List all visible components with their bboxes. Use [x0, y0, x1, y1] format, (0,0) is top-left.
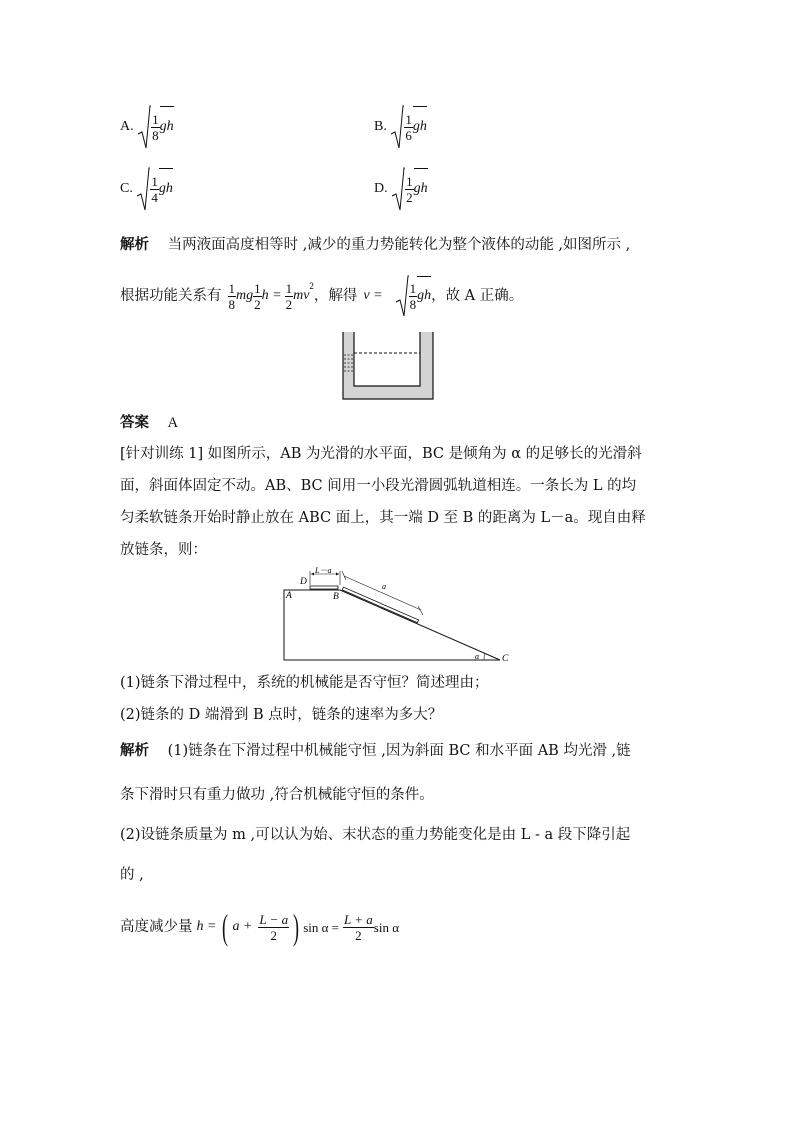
chain-horizontal	[310, 586, 338, 589]
math-term: h =	[196, 919, 217, 934]
label-c: C	[502, 654, 509, 664]
option-b: B. $\frac{1}{6}$ gh	[374, 104, 427, 152]
solution2-line1	[120, 744, 631, 759]
option-letter: D.	[374, 181, 388, 196]
paren-left-icon: (	[222, 907, 229, 947]
sqrt-icon	[395, 274, 409, 318]
option-d: D. $\frac{1}{2}$ gh	[374, 166, 428, 214]
exercise-line: 面，斜面体固定不动。AB、BC 间用一小段光滑圆弧轨道相连。一条长为 L 的均	[120, 478, 637, 494]
solution-text: 的 ,	[120, 867, 144, 883]
fraction: $\frac{1}{4}$	[151, 173, 158, 205]
solution-label: 解析	[120, 742, 149, 759]
dimension-tick	[418, 606, 423, 615]
option-letter: B.	[374, 119, 387, 134]
math-term: gh	[417, 276, 431, 303]
math-term: mv	[293, 288, 310, 303]
fraction: $\frac{1}{8}$	[152, 111, 159, 143]
solution-label: 解析	[120, 236, 149, 253]
answer-value: A	[167, 415, 179, 431]
fraction: $\frac{1}{8}$	[228, 280, 235, 312]
question-2: (2)链条的 D 端滑到 B 点时，链条的速率为多大？	[120, 707, 443, 723]
paren-right-icon: )	[293, 907, 300, 947]
dimension-tick	[342, 571, 346, 580]
fraction: $\frac{1}{2}$	[254, 280, 261, 312]
sqrt-icon	[137, 104, 151, 150]
solution1-line1	[120, 238, 630, 253]
option-letter: C.	[120, 181, 133, 196]
incline-body	[284, 590, 500, 660]
math-term: mg	[236, 288, 254, 303]
solution-text: (1)链条在下滑过程中机械能守恒 ,因为斜面 BC 和水平面 AB 均光滑 ,链	[167, 743, 631, 759]
solution-text: 条下滑时只有重力做功 ,符合机械能守恒的条件。	[120, 787, 434, 803]
answer-label: 答案	[120, 414, 149, 431]
u-tube-figure	[340, 330, 440, 404]
fraction: $\frac{L - a}{2}$	[259, 911, 289, 943]
answer-line	[120, 416, 178, 431]
solution-text: (2)设链条质量为 m ,可以认为始、末状态的重力势能变化是由 L - a 段下降引起	[120, 827, 631, 843]
math-term: sin α	[373, 919, 400, 935]
superscript: 2	[309, 281, 314, 291]
height-equation	[120, 904, 399, 950]
sqrt-icon	[136, 166, 150, 212]
equation-prefix: 高度减少量	[120, 918, 193, 935]
math-term: a +	[232, 919, 253, 934]
exercise-line: 匀柔软链条开始时静止放在 ABC 面上，其一端 D 至 B 的距离为 L－a。现自由释	[120, 510, 646, 526]
sqrt-icon	[391, 166, 405, 212]
option-c: C. $\frac{1}{4}$ gh	[120, 166, 173, 214]
label-b: B	[333, 592, 339, 602]
exercise-line: 放链条，则：	[120, 542, 207, 558]
equation-text: ，解得	[313, 287, 358, 304]
label-alpha: α	[475, 652, 480, 661]
math-term: sin α =	[303, 919, 340, 935]
incline-figure	[278, 566, 518, 664]
fraction: $\frac{1}{2}$	[285, 280, 293, 312]
math-term: h =	[261, 288, 282, 303]
label-l-minus-a: L－a	[315, 566, 332, 575]
equation-text: ，故 A 正确。	[431, 287, 524, 304]
option-letter: A.	[120, 119, 134, 134]
fraction: $\frac{1}{2}$	[406, 173, 413, 205]
fraction: $\frac{1}{8}$	[409, 280, 417, 312]
angle-arc	[484, 653, 485, 660]
math-term: v =	[363, 288, 383, 303]
label-d: D	[300, 577, 307, 587]
question-1: (1)链条下滑过程中，系统的机械能是否守恒？简述理由；	[120, 675, 489, 691]
exercise-line: [针对训练 1] 如图所示，AB 为光滑的水平面，BC 是倾角为 α 的足够长的光滑斜	[120, 446, 642, 462]
label-a-length: a	[382, 582, 386, 591]
chain-slope	[342, 587, 418, 623]
option-a: A. $\frac{1}{8}$ gh	[120, 104, 174, 152]
equation-prefix: 根据功能关系有	[120, 287, 222, 304]
sqrt-icon	[390, 104, 404, 150]
label-a: A	[286, 591, 292, 601]
solution-text: 当两液面高度相等时 ,减少的重力势能转化为整个液体的动能 ,如图所示 ,	[167, 237, 631, 253]
solution1-equation	[120, 274, 523, 318]
fraction: $\frac{L + a}{2}$	[344, 911, 373, 943]
fraction: $\frac{1}{6}$	[405, 111, 412, 143]
